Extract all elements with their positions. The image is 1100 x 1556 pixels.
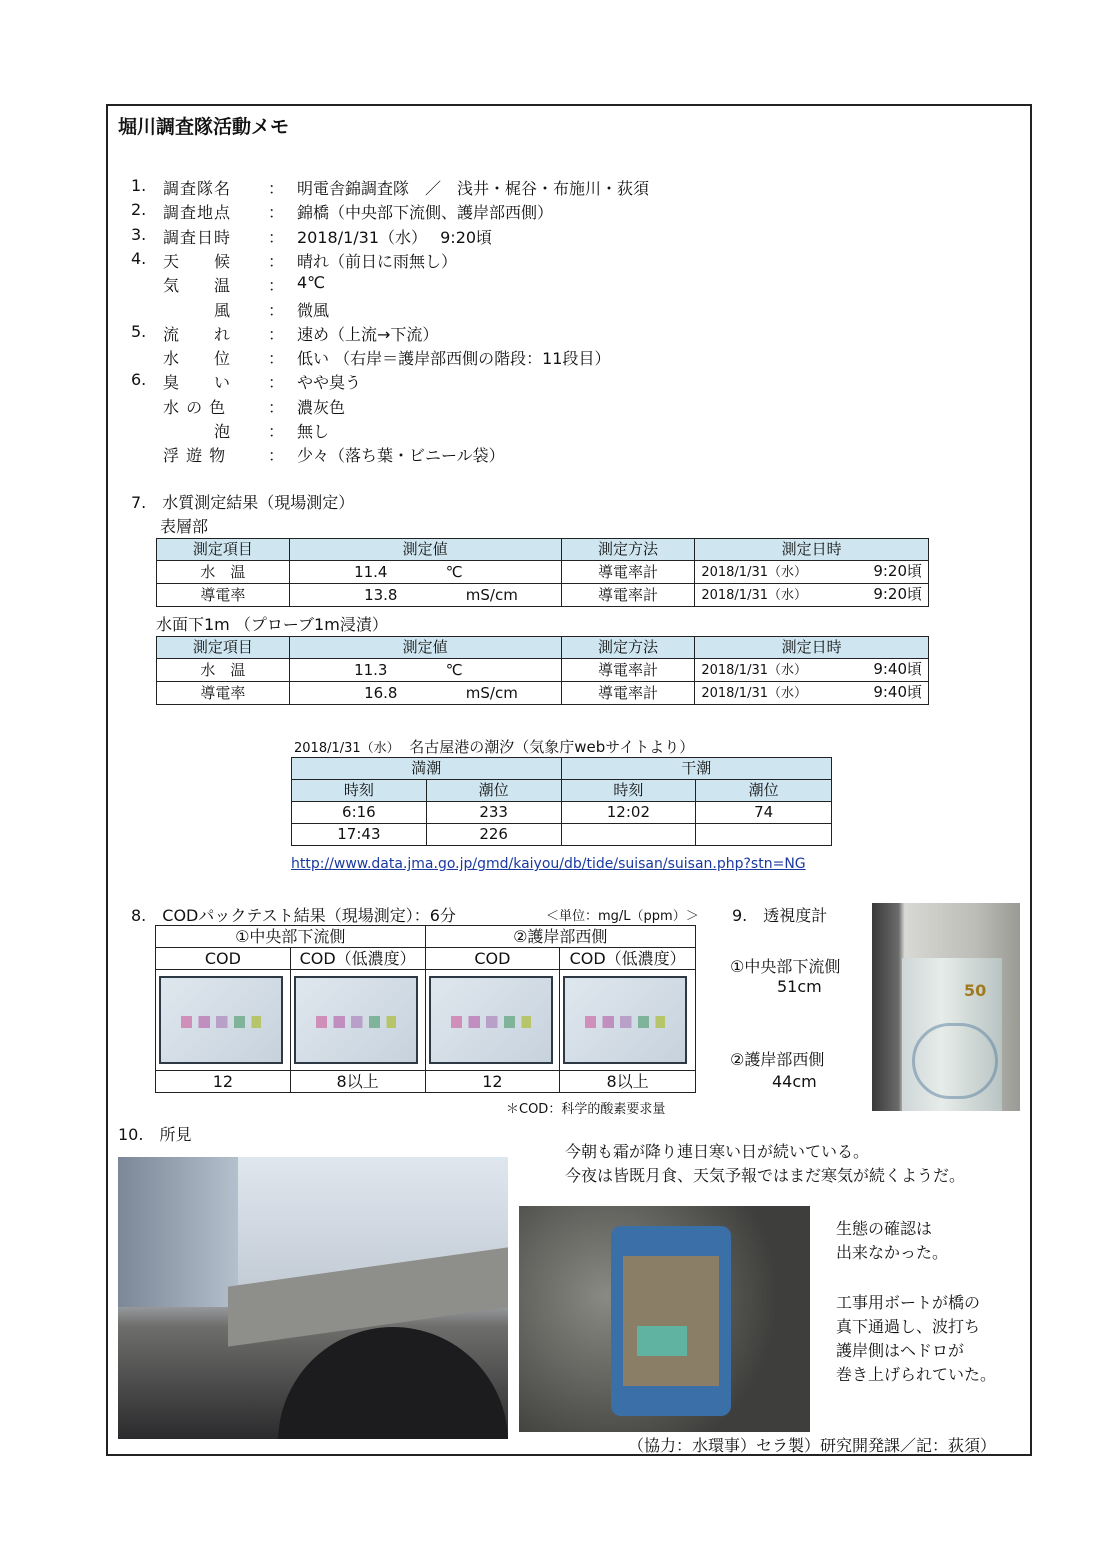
info-colon: ：: [268, 179, 285, 198]
cod-photo-cell: [560, 970, 696, 1071]
cod-title: 8. CODパックテスト結果（現場測定）：6分: [131, 906, 456, 925]
note2-line2: 真下通過し、波打ち: [836, 1317, 981, 1336]
date-cell: [695, 682, 929, 705]
info-row: [0, 370, 1100, 394]
info-colon: ：: [268, 251, 285, 271]
subsurface-table: [156, 636, 929, 705]
col-header: 測定方法: [561, 539, 695, 561]
value-number: 11.3: [354, 660, 388, 679]
section-7-title: 7. 水質測定結果（現場測定）: [131, 493, 355, 512]
scale-mark: 50: [964, 981, 987, 1000]
info-key: 気 温: [163, 276, 232, 296]
point1-value: 51cm: [777, 977, 822, 996]
col-header: 測定値: [289, 637, 561, 659]
info-value: 晴れ（前日に雨無し）: [297, 251, 458, 271]
info-row: [0, 395, 1100, 419]
cod-value: 12: [425, 1071, 560, 1093]
item-cell: 水 温: [157, 561, 290, 584]
info-colon: ：: [268, 422, 285, 441]
info-number: 4.: [131, 248, 147, 268]
date-cell: [695, 561, 929, 584]
credit-line: （協力：水環事）セラ製）研究開発課／記：荻須）: [628, 1436, 997, 1455]
tide-date: 2018/1/31（水）: [294, 741, 400, 756]
method-cell: 導電率計: [561, 659, 695, 682]
info-colon: ：: [268, 227, 285, 247]
cod-packtest-image: [429, 976, 553, 1064]
cod-packtest-image: [294, 976, 418, 1064]
date-text: 2018/1/31（水）: [701, 686, 807, 701]
cell: [561, 824, 696, 846]
value-number: 11.4: [354, 562, 388, 581]
info-value: 速め（上流→下流）: [297, 324, 439, 344]
col-header: 測定項目: [157, 539, 290, 561]
info-value: 無し: [297, 422, 330, 441]
date-text: 2018/1/31（水）: [701, 588, 807, 603]
info-row: [0, 249, 1100, 273]
note2-line1: 工事用ボートが橋の: [836, 1293, 981, 1312]
info-colon: ：: [268, 349, 285, 369]
info-row: [0, 443, 1100, 467]
tide-caption: [294, 736, 694, 757]
table-row: [292, 824, 832, 846]
table-row: [292, 802, 832, 824]
table-row: [157, 682, 929, 705]
findings-title: 10. 所見: [118, 1125, 192, 1144]
surface-label: 表層部: [160, 517, 209, 536]
col-header: 測定値: [289, 539, 561, 561]
value-cell: [289, 659, 561, 682]
cell: [696, 824, 832, 846]
col-header: 測定項目: [157, 637, 290, 659]
cod-value: 12: [156, 1071, 291, 1093]
info-colon: ：: [268, 397, 285, 417]
time-text: 9:20頃: [873, 585, 922, 603]
info-colon: ：: [268, 324, 285, 344]
info-value: 4℃: [297, 273, 326, 293]
value-unit: mS/cm: [465, 683, 518, 702]
info-row: [0, 322, 1100, 346]
point2-value: 44cm: [772, 1072, 817, 1091]
note2-line4: 巻き上げられていた。: [836, 1365, 997, 1384]
info-key: 調査隊名: [163, 179, 232, 198]
item-cell: 導電率: [157, 682, 290, 705]
col-header: 測定日時: [695, 637, 929, 659]
info-value: やや臭う: [297, 373, 362, 393]
time-text: 9:40頃: [873, 683, 922, 701]
info-number: 1.: [131, 176, 147, 195]
low-tide-header: 干潮: [561, 758, 832, 780]
info-colon: ：: [268, 373, 285, 393]
info-row: [0, 298, 1100, 322]
cell: 12:02: [561, 802, 696, 824]
info-number: 2.: [131, 200, 147, 220]
info-key: 風: [163, 300, 232, 320]
method-cell: 導電率計: [561, 682, 695, 705]
cod-packtest-image: [563, 976, 687, 1064]
page-title: 堀川調査隊活動メモ: [118, 116, 290, 138]
tide-table: [291, 757, 832, 846]
cod-footnote: ＊COD：科学的酸素要求量: [506, 1102, 666, 1117]
info-key: 調査日時: [163, 227, 232, 247]
info-key: 調査地点: [163, 203, 232, 223]
col-header: COD（低濃度）: [290, 948, 425, 970]
info-colon: ：: [268, 300, 285, 320]
cod-value: 8以上: [290, 1071, 425, 1093]
info-value: 微風: [297, 300, 330, 320]
table-row: [157, 561, 929, 584]
jma-link[interactable]: http://www.data.jma.go.jp/gmd/kaiyou/db/tide/suisan/suisan.php?stn=NG: [291, 856, 806, 872]
method-cell: 導電率計: [561, 561, 695, 584]
col-header: 時刻: [292, 780, 427, 802]
table-row: [156, 1071, 696, 1093]
point1-label: ①中央部下流側: [730, 957, 841, 976]
info-row: [0, 200, 1100, 224]
table-row: [157, 659, 929, 682]
cell: 6:16: [292, 802, 427, 824]
value-number: 16.8: [364, 683, 398, 702]
info-row: [0, 225, 1100, 249]
cod-packtest-image: [159, 976, 283, 1064]
info-value: 錦橋（中央部下流側、護岸部西側）: [297, 203, 554, 223]
group1-header: ①中央部下流側: [156, 926, 426, 948]
cod-photo-cell: [425, 970, 560, 1071]
subsurface-label: 水面下1m （プローブ1m浸漬）: [156, 615, 388, 634]
date-cell: [695, 584, 929, 607]
cod-photo-cell: [290, 970, 425, 1071]
col-header: 潮位: [426, 780, 561, 802]
info-key: 水 位: [163, 349, 232, 369]
cod-table: [155, 925, 696, 1093]
item-cell: 導電率: [157, 584, 290, 607]
cell: 74: [696, 802, 832, 824]
bridge-photo: [118, 1157, 508, 1439]
col-header: COD: [156, 948, 291, 970]
cod-value: 8以上: [560, 1071, 696, 1093]
col-header: 測定日時: [695, 539, 929, 561]
cell: 233: [426, 802, 561, 824]
findings-line2: 今夜は皆既月食、天気予報ではまだ寒気が続くようだ。: [565, 1166, 966, 1185]
info-value: 少々（落ち葉・ビニール袋）: [297, 446, 505, 466]
info-value: 低い （右岸＝護岸部西側の階段：11段目）: [297, 349, 611, 369]
building-shape: [118, 1157, 238, 1307]
note1-line1: 生態の確認は: [836, 1219, 933, 1238]
value-cell: [289, 561, 561, 584]
info-key: 天 候: [163, 251, 232, 271]
cod-photo-cell: [156, 970, 291, 1071]
info-row: [0, 346, 1100, 370]
col-header: 時刻: [561, 780, 696, 802]
info-value: 2018/1/31（水） 9:20頃: [297, 227, 493, 247]
bridge-arch: [278, 1327, 508, 1439]
high-tide-header: 満潮: [292, 758, 562, 780]
info-colon: ：: [268, 446, 285, 466]
time-text: 9:20頃: [873, 562, 922, 580]
info-row: [0, 176, 1100, 200]
findings-line1: 今朝も霜が降り連日寒い日が続いている。: [565, 1142, 870, 1161]
info-key: 浮 遊 物: [163, 446, 227, 466]
date-cell: [695, 659, 929, 682]
item-cell: 水 温: [157, 659, 290, 682]
info-colon: ：: [268, 203, 285, 223]
surface-table: [156, 538, 929, 607]
boat-cover: [637, 1326, 687, 1356]
transparency-meter-photo: [872, 903, 1020, 1111]
info-row: [0, 273, 1100, 297]
date-text: 2018/1/31（水）: [701, 663, 807, 678]
transparency-title: 9. 透視度計: [732, 906, 828, 925]
info-number: 6.: [131, 370, 147, 390]
info-number: 5.: [131, 321, 147, 341]
info-value: 濃灰色: [297, 397, 346, 417]
info-value: 明電舎錦調査隊 ／ 浅井・梶谷・布施川・荻須: [297, 179, 650, 198]
note2-line3: 護岸側はヘドロが: [836, 1341, 965, 1360]
info-key: 臭 い: [163, 373, 232, 393]
date-text: 2018/1/31（水）: [701, 565, 807, 580]
cod-unit: ＜単位：mg/L（ppm）＞: [546, 909, 699, 924]
col-header: COD（低濃度）: [560, 948, 696, 970]
point2-label: ②護岸部西側: [730, 1050, 825, 1069]
group2-header: ②護岸部西側: [425, 926, 696, 948]
time-text: 9:40頃: [873, 660, 922, 678]
cell: 17:43: [292, 824, 427, 846]
info-key: 水 の 色: [163, 397, 227, 417]
value-cell: [289, 682, 561, 705]
info-row: [0, 419, 1100, 443]
info-number: 3.: [131, 224, 147, 244]
col-header: 潮位: [696, 780, 832, 802]
method-cell: 導電率計: [561, 584, 695, 607]
meter-reflection: [912, 1023, 998, 1099]
value-unit: ℃: [445, 562, 463, 581]
value-unit: ℃: [445, 660, 463, 679]
info-key: 泡: [163, 422, 232, 441]
col-header: 測定方法: [561, 637, 695, 659]
value-unit: mS/cm: [465, 585, 518, 604]
info-key: 流 れ: [163, 324, 232, 344]
cell: 226: [426, 824, 561, 846]
info-colon: ：: [268, 276, 285, 296]
boat-deck: [623, 1256, 719, 1386]
value-number: 13.8: [364, 585, 398, 604]
tide-title: 名古屋港の潮汐（気象庁webサイトより）: [409, 738, 695, 756]
note1-line2: 出来なかった。: [836, 1243, 949, 1262]
col-header: COD: [425, 948, 560, 970]
value-cell: [289, 584, 561, 607]
boat-photo: [519, 1206, 810, 1432]
table-row: [157, 584, 929, 607]
